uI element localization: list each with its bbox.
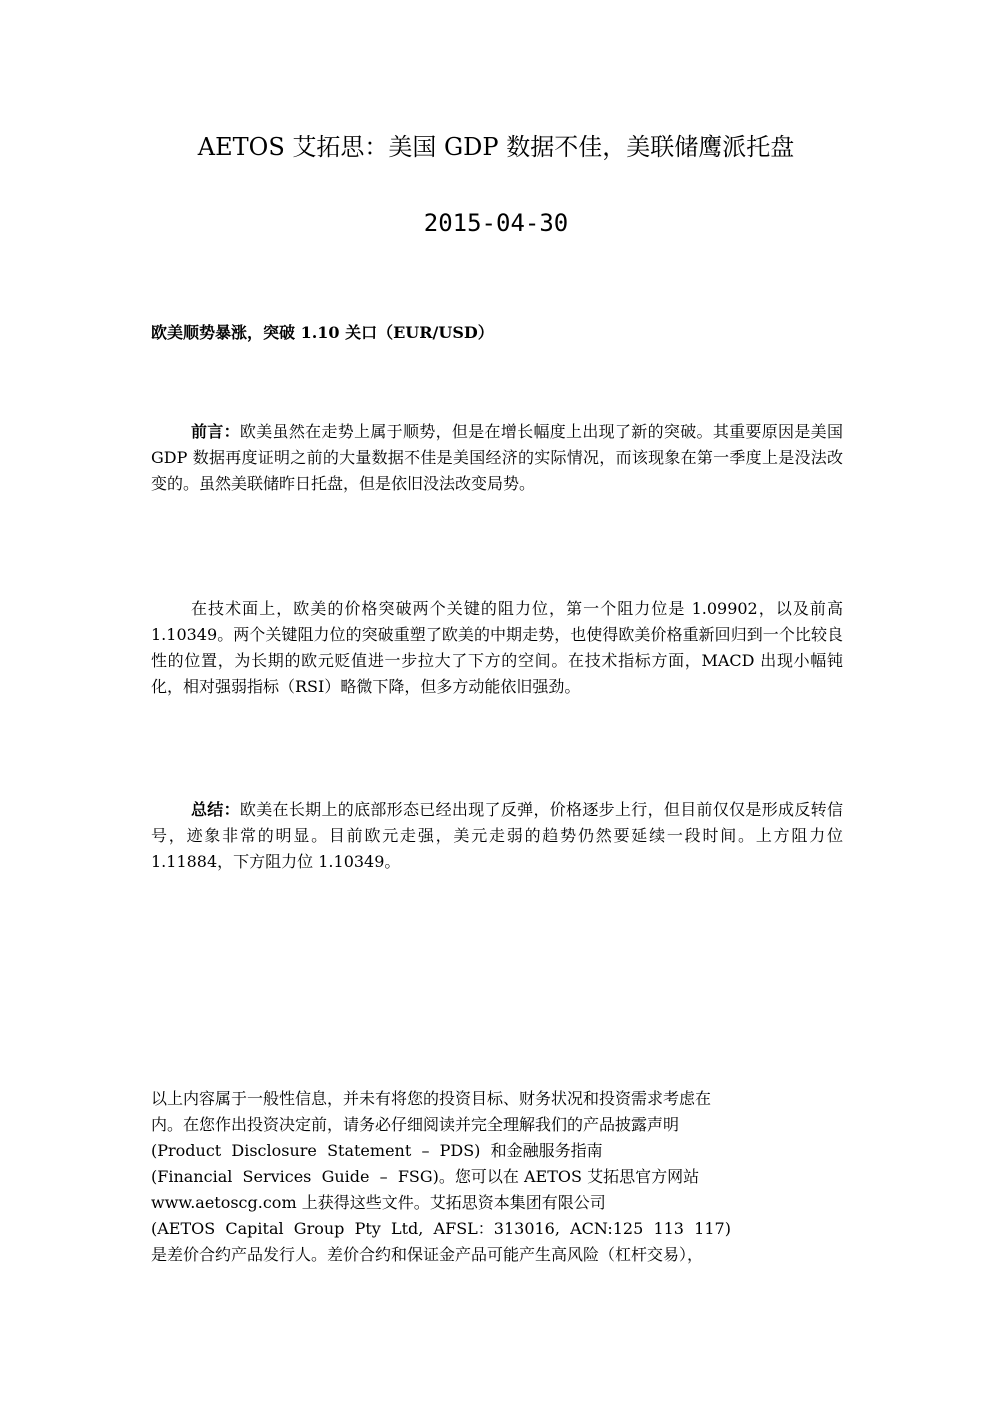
summary-label: 总结： [191,800,240,819]
disclaimer-block [151,1086,843,1268]
section-heading: 欧美顺势暴涨，突破 1.10 关口（EUR/USD） [151,323,494,342]
disclaimer-line: www.aetoscg.com 上获得这些文件。艾拓思资本集团有限公司 [151,1193,606,1212]
intro-label: 前言： [191,422,240,441]
intro-text: 欧美虽然在走势上属于顺势，但是在增长幅度上出现了新的突破。其重要原因是美国 GDP 数据再度证明之前的大量数据不佳是美国经济的实际情况，而该现象在第一季度上是没法改变的。虽然美联储昨日托盘，但是依旧没法改变局势。 [151,422,843,493]
technical-text: 在技术面上，欧美的价格突破两个关键的阻力位，第一个阻力位是 1.09902，以及前高 1.10349。两个关键阻力位的突破重塑了欧美的中期走势，也使得欧美价格重新回归到一个比较良性的位置，为长期的欧元贬值进一步拉大了下方的空间。在技术指标方面，MACD 出现小幅钝化，相对强弱指标（RSI）略微下降，但多方动能依旧强劲。 [151,599,843,696]
disclaimer-line: 是差价合约产品发行人。差价合约和保证金产品可能产生高风险（杠杆交易）， [151,1245,704,1264]
summary-paragraph [151,797,843,875]
disclaimer-line: 以上内容属于一般性信息，并未有将您的投资目标、财务状况和投资需求考虑在 [151,1089,712,1108]
disclaimer-line: (AETOS Capital Group Pty Ltd, AFSL：313016, ACN:125 113 117) [151,1219,731,1238]
disclaimer-line: 内。在您作出投资决定前，请务必仔细阅读并完全理解我们的产品披露声明 [151,1115,680,1134]
disclaimer-line: (Financial Services Guide – FSG)。您可以在 AETOS 艾拓思官方网站 [151,1167,700,1186]
intro-paragraph [151,419,843,497]
technical-paragraph [151,596,843,700]
summary-text: 欧美在长期上的底部形态已经出现了反弹，价格逐步上行，但目前仅仅是形成反转信号，迹象非常的明显。目前欧元走强，美元走弱的趋势仍然要延续一段时间。上方阻力位 1.11884，下方阻力位 1.10349。 [151,800,843,871]
document-title: AETOS 艾拓思：美国 GDP 数据不佳，美联储鹰派托盘 [197,133,795,161]
document-date: 2015-04-30 [423,209,569,237]
disclaimer-line: (Product Disclosure Statement – PDS) 和金融服务指南 [151,1141,603,1160]
